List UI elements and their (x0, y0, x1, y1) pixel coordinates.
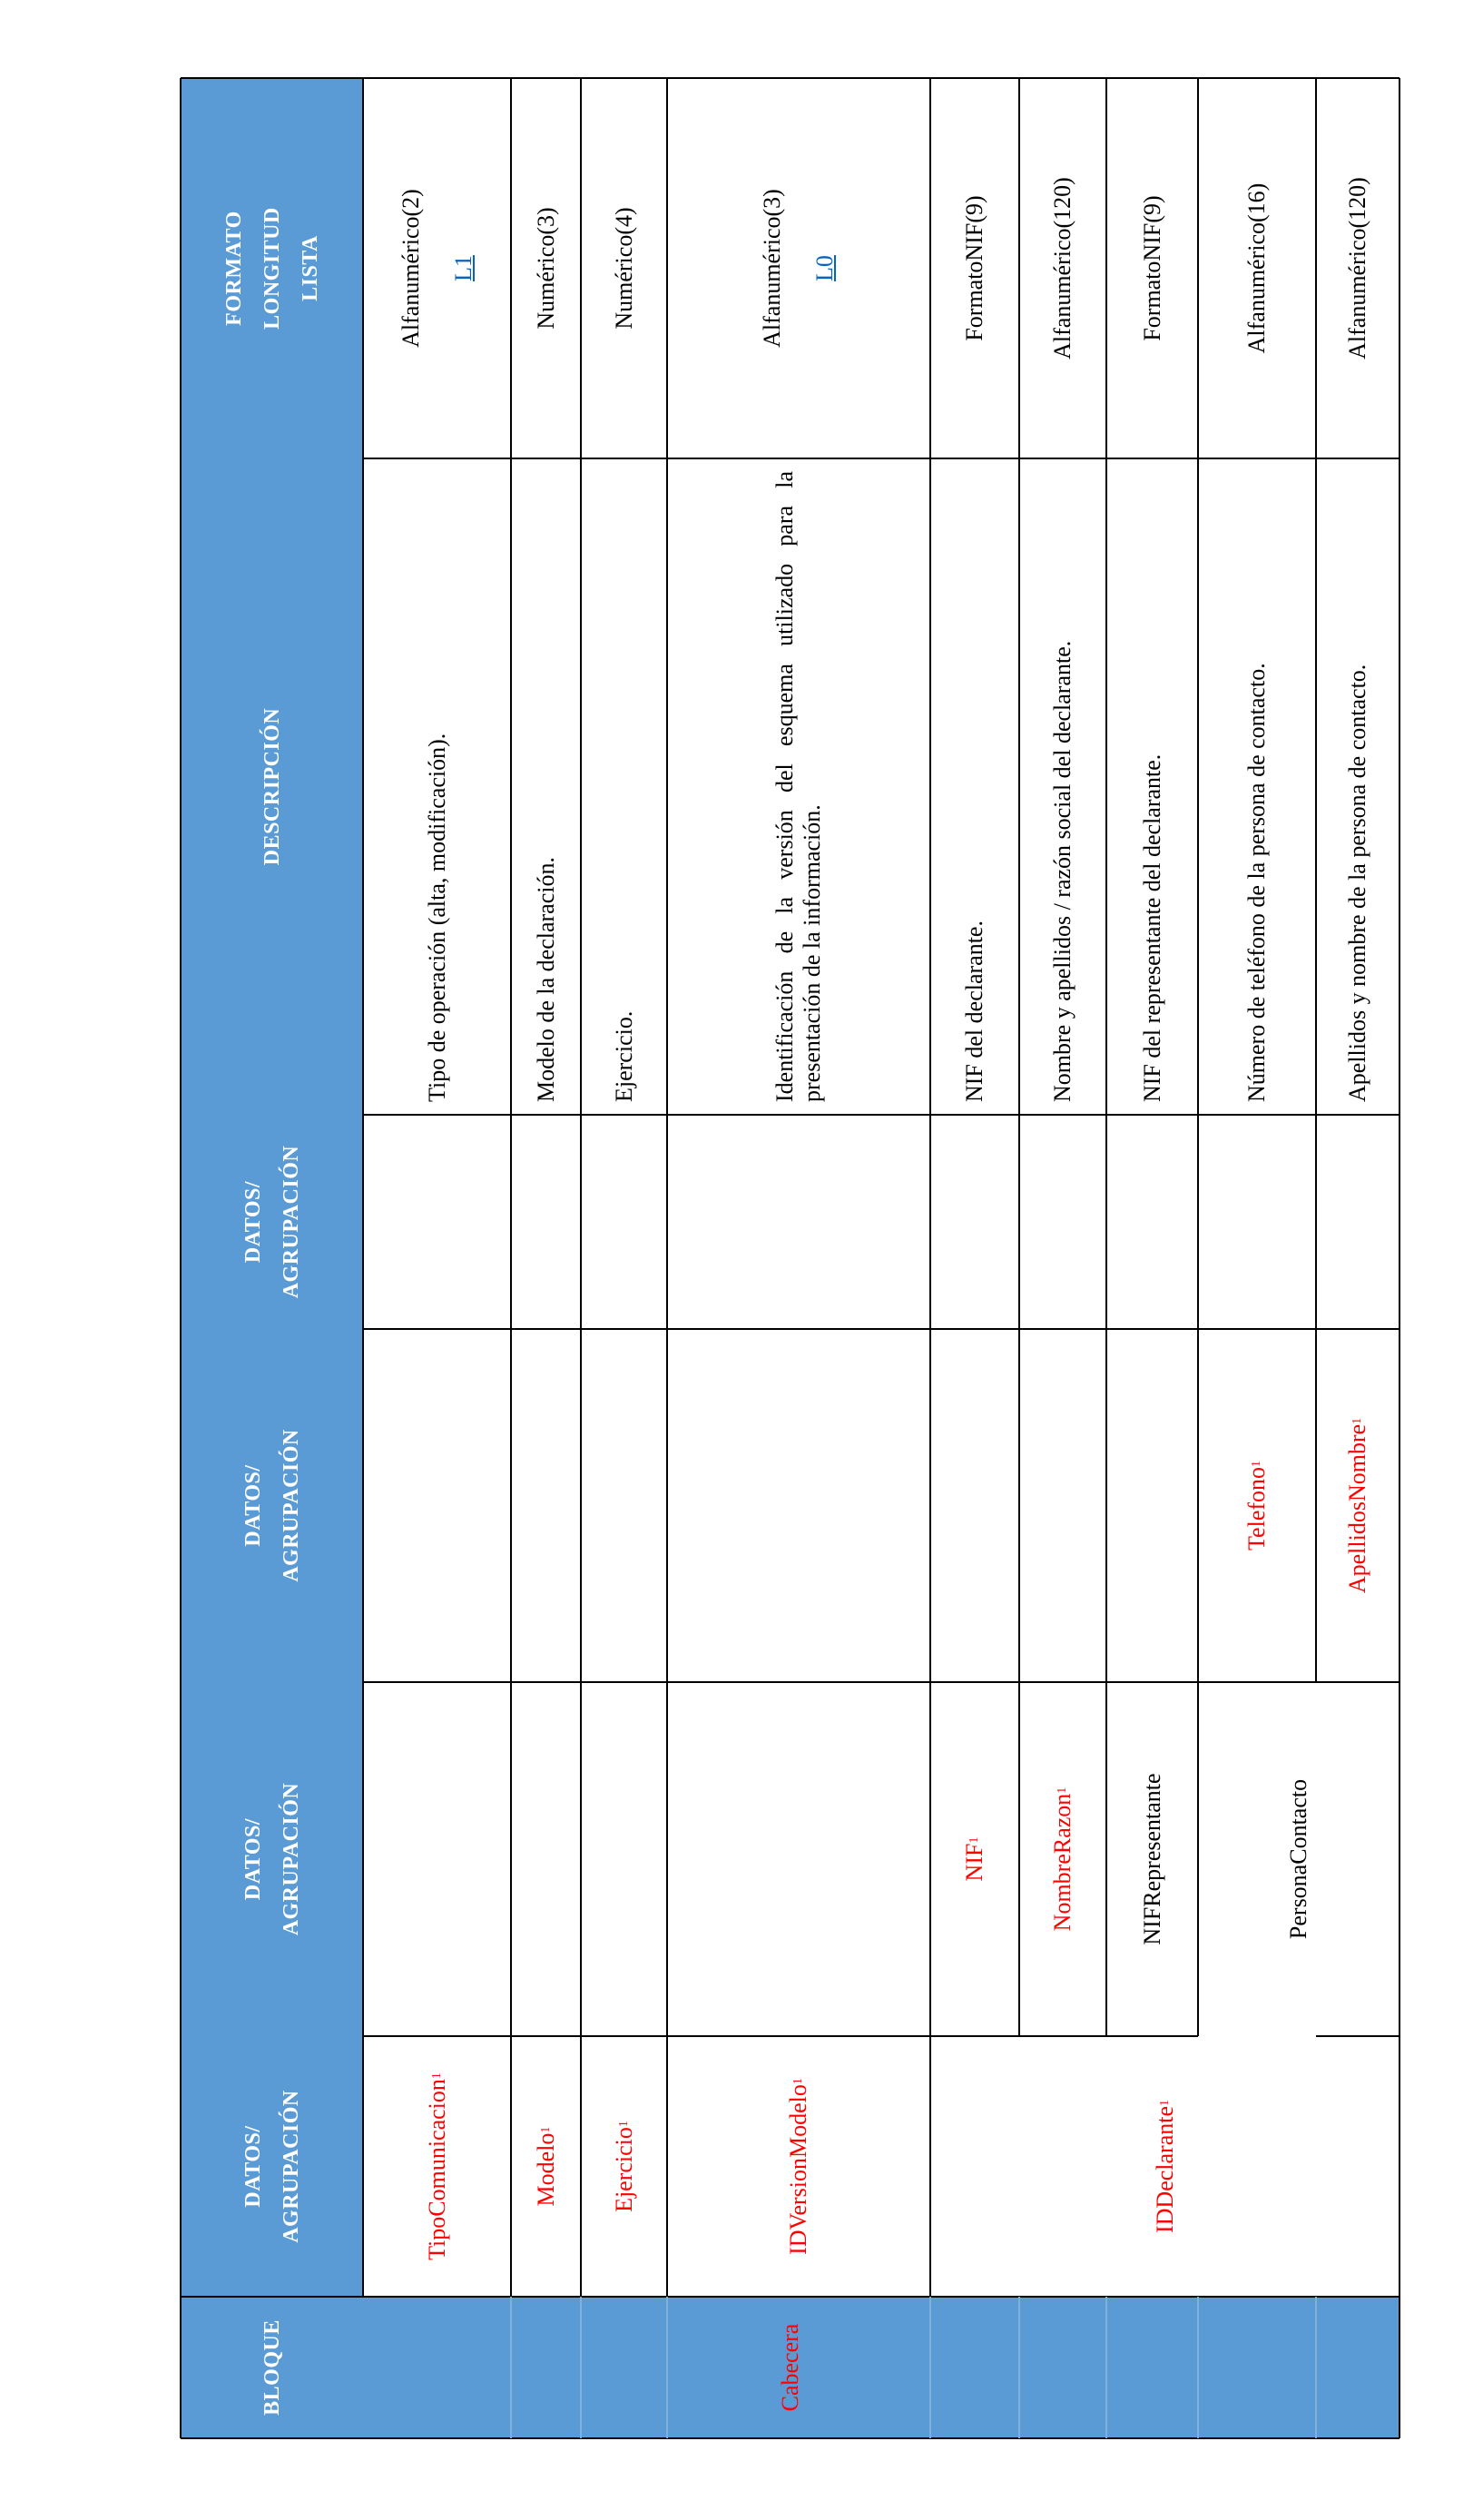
descripcion-tipo-comunicacion-cell (363, 458, 511, 1115)
nif-representante-cell (1106, 1682, 1198, 2036)
formato-ejercicio (581, 78, 667, 458)
field-name-telefono: Telefono (1243, 1466, 1270, 1551)
field-name-apellidos_nombre: ApellidosNombre (1344, 1423, 1370, 1594)
formato-text-nif: FormatoNIF(9) (961, 195, 987, 341)
nombre-razon-cell (1019, 1682, 1106, 2036)
header-datos-agrupacion-2: DATOS/ AGRUPACIÓN (241, 1782, 303, 1936)
descripcion-text-apellidos-nombre: Apellidos y nombre de la persona de contacto. (1344, 664, 1370, 1102)
field-name-ejercicio: Ejercicio (610, 2127, 637, 2212)
formato-telefono (1198, 78, 1316, 458)
formato-text-apellidos-nombre: Alfanumérico(120) (1344, 177, 1370, 359)
nif-representante (1106, 1682, 1198, 2036)
formato-modelo (511, 78, 581, 458)
field-name-nif_representante: NIFRepresentante (1138, 1773, 1165, 1945)
field-name-persona_contacto: PersonaContacto (1285, 1778, 1311, 1940)
telefono-cell (1198, 1329, 1316, 1682)
formato-nif-representante (1106, 78, 1198, 458)
formato-text-nif-representante: FormatoNIF(9) (1138, 195, 1165, 341)
list-link-tipo-comunicacion[interactable]: L1 (449, 255, 476, 281)
ejercicio-cell (581, 2036, 667, 2297)
bloque-label: Cabecera (776, 2323, 803, 2412)
descripcion-modelo-cell (511, 458, 581, 1115)
descripcion-apellidos-nombre (1316, 458, 1400, 1115)
telefono: Telefono 1 (1243, 1460, 1270, 1551)
descripcion-nombre-razon (1019, 458, 1106, 1115)
header-datos-agrupacion-3-cell (181, 1329, 363, 1682)
list-link-id-version-modelo[interactable]: L0 (811, 255, 838, 281)
formato-nombre-razon (1019, 78, 1106, 458)
descripcion-nif-cell (930, 458, 1019, 1115)
tipo-comunicacion-cell (363, 2036, 511, 2297)
bloque-cabecera-cell (181, 2297, 1400, 2438)
formato-text-id-version-modelo: Alfanumérico(3) (759, 189, 785, 348)
descripcion-telefono (1198, 458, 1316, 1115)
border-left (180, 78, 182, 2438)
field-name-id_declarante: IDDeclarante (1151, 2105, 1178, 2234)
descripcion-nif-representante (1106, 458, 1198, 1115)
formato-nif-cell (930, 78, 1019, 458)
header-datos-agrupacion-3: DATOS/ AGRUPACIÓN (241, 1429, 303, 1582)
descripcion-apellidos-nombre-cell (1316, 458, 1400, 1115)
persona-contacto-cell (1198, 1682, 1400, 2036)
descripcion-nif (930, 458, 1019, 1115)
modelo: Modelo 1 (532, 2126, 559, 2207)
descripcion-nombre-razon-cell (1019, 458, 1106, 1115)
header-formato-longitud-lista-cell (181, 78, 363, 458)
descripcion-text-id-version-modelo: Identificación de la versión del esquema utilizado para la presentación de la información. (771, 471, 825, 1102)
nif: NIF 1 (961, 1836, 987, 1882)
formato-text-modelo: Numérico(3) (532, 207, 559, 330)
descripcion-modelo (511, 458, 581, 1115)
field-name-nombre_razon: NombreRazon (1049, 1793, 1075, 1932)
header-formato-longitud-lista: FORMATO LONGITUD LISTA (221, 207, 322, 330)
formato-text-ejercicio: Numérico(4) (610, 207, 637, 330)
id-declarante: IDDeclarante 1 (1151, 2099, 1178, 2234)
persona-contacto (1198, 1682, 1400, 2036)
field-name-modelo: Modelo (532, 2132, 559, 2207)
formato-apellidos-nombre-cell (1316, 78, 1400, 458)
formato-ejercicio-cell (581, 78, 667, 458)
descripcion-text-nif: NIF del declarante. (961, 920, 987, 1102)
id-version-modelo: IDVersionModelo 1 (785, 2078, 811, 2255)
tipo-comunicacion: TipoComunicacion 1 (423, 2072, 450, 2260)
formato-modelo-cell (511, 78, 581, 458)
field-name-tipo_comunicacion: TipoComunicacion (423, 2079, 450, 2260)
header-datos-agrupacion-4-cell (181, 1115, 363, 1329)
formato-text-telefono: Alfanumérico(16) (1243, 182, 1270, 354)
nombre-razon: NombreRazon 1 (1049, 1787, 1075, 1932)
header-descripcion: DESCRIPCIÓN (260, 707, 284, 866)
header-datos-agrupacion-1: DATOS/ AGRUPACIÓN (241, 2090, 303, 2243)
bloque-cabecera (181, 2297, 1400, 2438)
field-name-id_version_modelo: IDVersionModelo (785, 2084, 811, 2255)
formato-nif (930, 78, 1019, 458)
formato-apellidos-nombre (1316, 78, 1400, 458)
header-datos-agrupacion-2-cell (181, 1682, 363, 2036)
formato-nif-representante-cell (1106, 78, 1198, 458)
formato-tipo-comunicacion (363, 78, 511, 458)
descripcion-text-telefono: Número de teléfono de la persona de contacto. (1243, 663, 1270, 1102)
id-declarante-cell (930, 2036, 1400, 2297)
descripcion-ejercicio-cell (581, 458, 667, 1115)
apellidos-nombre: ApellidosNombre 1 (1344, 1417, 1370, 1594)
descripcion-text-modelo: Modelo de la declaración. (532, 857, 559, 1102)
descripcion-id-version-modelo (667, 458, 930, 1115)
descripcion-text-tipo-comunicacion: Tipo de operación (alta, modificación). (423, 733, 450, 1102)
header-bloque: BLOQUE (260, 2319, 284, 2416)
formato-text-nombre-razon: Alfanumérico(120) (1049, 177, 1075, 359)
descripcion-tipo-comunicacion (363, 458, 511, 1115)
formato-telefono-cell (1198, 78, 1316, 458)
field-name-nif: NIF (961, 1843, 987, 1882)
descripcion-text-nif-representante: NIF del representante del declarante. (1138, 753, 1165, 1102)
header-datos-agrupacion-1-cell (181, 2036, 363, 2297)
nif-cell (930, 1682, 1019, 2036)
descripcion-text-ejercicio: Ejercicio. (610, 1010, 637, 1102)
header-descripcion-cell (181, 458, 363, 1115)
formato-id-version-modelo (667, 78, 930, 458)
formato-tipo-comunicacion-cell (363, 78, 511, 458)
descripcion-telefono-cell (1198, 458, 1316, 1115)
formato-id-version-modelo-cell (667, 78, 930, 458)
descripcion-nif-representante-cell (1106, 458, 1198, 1115)
formato-text-tipo-comunicacion: Alfanumérico(2) (397, 189, 424, 348)
formato-nombre-razon-cell (1019, 78, 1106, 458)
descripcion-ejercicio (581, 458, 667, 1115)
header-datos-agrupacion-4: DATOS/ AGRUPACIÓN (241, 1145, 303, 1299)
modelo-cell (511, 2036, 581, 2297)
id-version-modelo-cell (667, 2036, 930, 2297)
descripcion-text-nombre-razon: Nombre y apellidos / razón social del declarante. (1049, 640, 1075, 1102)
ejercicio: Ejercicio 1 (610, 2121, 637, 2212)
apellidos-nombre-cell (1316, 1329, 1400, 1682)
descripcion-id-version-modelo-cell (667, 458, 930, 1115)
